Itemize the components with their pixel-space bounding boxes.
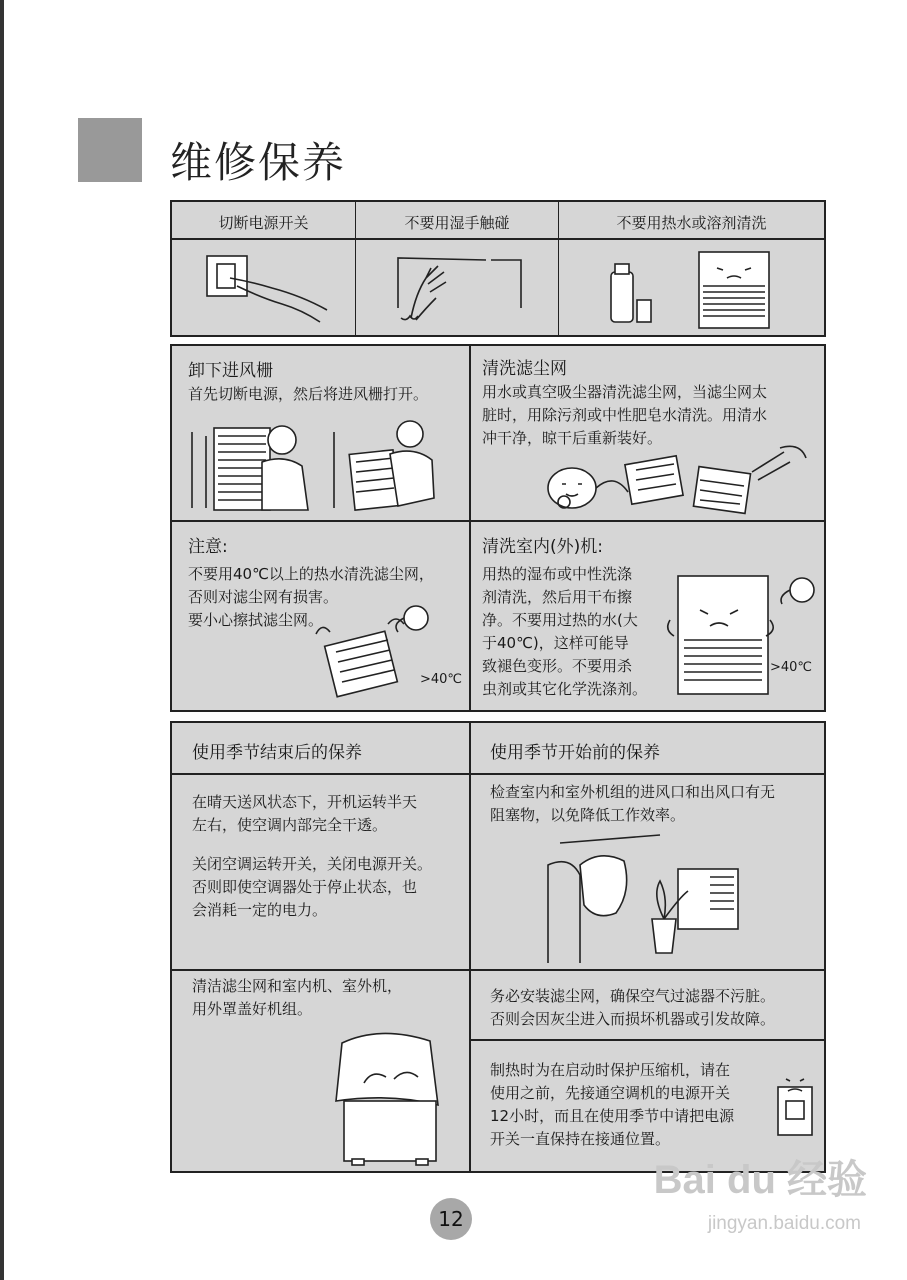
after-season-heading: 使用季节结束后的保养 (192, 743, 362, 763)
after-season-para1 (192, 791, 462, 837)
vacuum-and-filter-illustration (544, 442, 814, 518)
text-line: 否则会因灰尘进入而损坏机器或引发故障。 (490, 1010, 776, 1028)
filter-hot-water-illustration (312, 596, 437, 702)
clean-filter-panel (482, 354, 822, 450)
text-line: 否则即使空调器处于停止状态，也 (192, 878, 418, 896)
before-season-para3 (490, 1059, 770, 1151)
clean-indoor-line: 虫剂或其它化学洗涤剂。 (482, 680, 648, 698)
covered-unit-illustration (320, 1023, 450, 1165)
text-line: 制热时为在启动时保护压缩机，请在 (490, 1061, 731, 1079)
remove-grille-panel (188, 356, 468, 406)
text-line: 在晴天送风状态下，开机运转半天 (192, 793, 418, 811)
text-line: 检查室内和室外机组的进风口和出风口有无 (490, 783, 776, 801)
page-number: 12 (430, 1198, 472, 1240)
page-edge-line (0, 0, 4, 1280)
clean-indoor-panel (482, 532, 682, 701)
remove-grille-heading: 卸下进风栅 (188, 361, 273, 381)
clean-indoor-heading: 清洗室内(外)机: (482, 537, 603, 557)
warning-switch-off (172, 202, 356, 335)
clean-filter-heading: 清洗滤尘网 (482, 359, 567, 379)
clean-indoor-line: 致褪色变形。不要用杀 (482, 657, 633, 675)
before-season-para1 (490, 781, 820, 827)
filter-section (170, 344, 826, 712)
clean-filter-line: 脏时，用除污剂或中性肥皂水清洗。用清水 (482, 406, 768, 424)
watermark-url: jingyan.baidu.com (707, 1213, 861, 1234)
text-line: 用外罩盖好机组。 (192, 1000, 313, 1018)
text-line: 左右，使空调内部完全干透。 (192, 816, 388, 834)
before-season-para2 (490, 985, 820, 1031)
indoor-unit-illustration (670, 570, 820, 700)
caution-line: 否则对滤尘网有损害。 (188, 588, 339, 606)
text-line: 使用之前，先接通空调机的电源开关 (490, 1084, 731, 1102)
warning-label: 不要用热水或溶剂清洗 (616, 214, 767, 232)
switch-hand-icon (202, 248, 332, 328)
clean-indoor-line: 于40℃)，这样可能导 (482, 634, 629, 652)
before-season-heading: 使用季节开始前的保养 (490, 743, 660, 763)
clean-indoor-line: 剂清洗，然后用干布擦 (482, 588, 633, 606)
clean-indoor-line: 用热的湿布或中性洗涤 (482, 565, 633, 583)
remove-grille-illustration (184, 422, 464, 516)
title-marker (78, 118, 142, 182)
clean-filter-line: 用水或真空吸尘器清洗滤尘网，当滤尘网太 (482, 383, 768, 401)
wet-hand-icon (396, 248, 526, 328)
indoor-temp-label: >40℃ (770, 660, 813, 675)
warning-label: 不要用湿手触碰 (404, 214, 510, 232)
kettle-and-unit-icon (607, 248, 807, 330)
text-line: 开关一直保持在接通位置。 (490, 1130, 671, 1148)
warning-label: 切断电源开关 (218, 214, 309, 232)
clean-filter-line: 冲干净，晾干后重新装好。 (482, 429, 663, 447)
caution-line: 要小心擦拭滤尘网。 (188, 611, 324, 629)
warning-row (170, 200, 826, 337)
text-line: 清洁滤尘网和室内机、室外机， (192, 977, 403, 995)
remove-grille-text: 首先切断电源，然后将进风栅打开。 (188, 385, 429, 403)
blocked-vents-illustration (540, 835, 740, 963)
text-line: 12小时，而且在使用季节中请把电源 (490, 1107, 735, 1125)
watermark-logo: Bai du 经验 (653, 1158, 867, 1202)
page-title: 维修保养 (170, 138, 347, 187)
season-section (170, 721, 826, 1173)
text-line: 务必安装滤尘网，确保空气过滤器不污脏。 (490, 987, 776, 1005)
warning-wet-hands (356, 202, 559, 335)
warning-no-hot-water (559, 202, 824, 335)
text-line: 会消耗一定的电力。 (192, 901, 328, 919)
after-season-para2 (192, 853, 462, 922)
text-line: 关闭空调运转开关，关闭电源开关。 (192, 855, 433, 873)
caution-line: 不要用40℃以上的热水清洗滤尘网， (188, 565, 434, 583)
caution-heading: 注意: (188, 537, 228, 557)
text-line: 阻塞物，以免降低工作效率。 (490, 806, 686, 824)
power-switch-icon (772, 1067, 818, 1141)
caution-temp-label: >40℃ (420, 672, 463, 687)
clean-indoor-line: 净。不要用过热的水(大 (482, 611, 638, 629)
after-season-para3 (192, 975, 462, 1021)
